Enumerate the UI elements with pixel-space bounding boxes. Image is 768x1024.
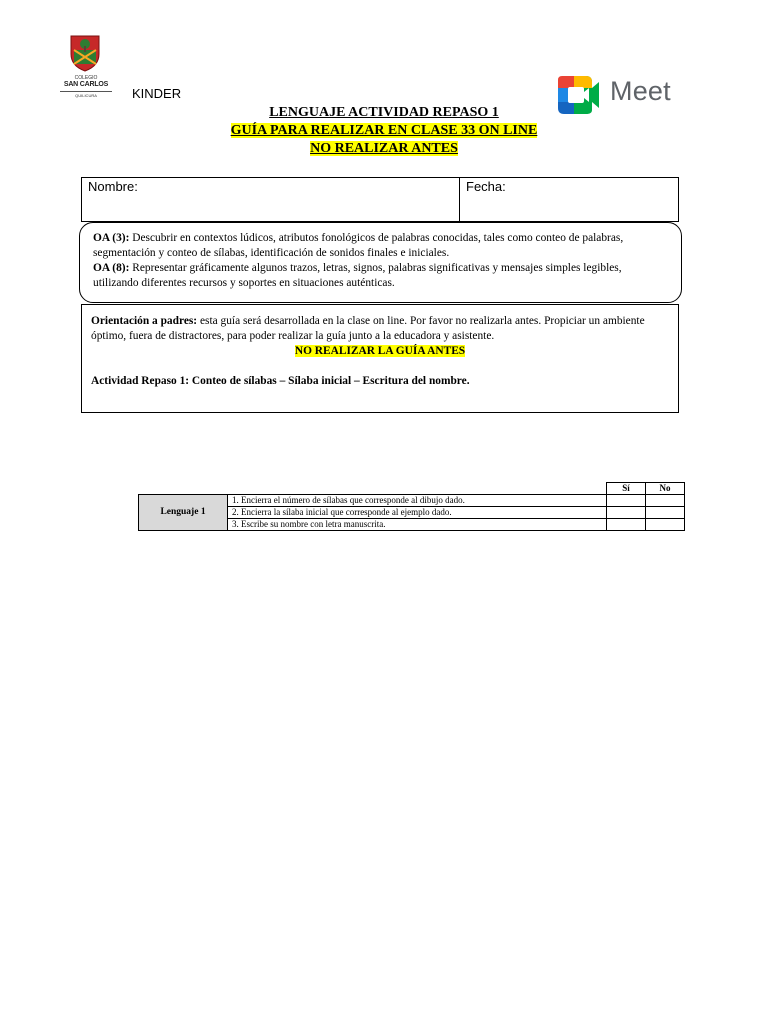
school-logo — [60, 34, 112, 104]
evaluation-table — [138, 482, 685, 531]
objective-text: Representar gráficamente algunos trazos, letras, signos, palabras significativas y mensajes simples legibles, utilizando diferentes recursos y soportes en situaciones auténticas. — [93, 262, 622, 289]
orientation-warning: NO REALIZAR LA GUÍA ANTES — [294, 345, 466, 357]
objective-item — [93, 231, 669, 261]
objective-code: OA (3): — [93, 232, 130, 244]
activity-description: Actividad Repaso 1: Conteo de sílabas – Sílaba inicial – Escritura del nombre. — [91, 375, 470, 387]
yes-check-cell[interactable] — [607, 519, 646, 531]
no-header: No — [646, 483, 685, 495]
table-header-row — [139, 483, 685, 495]
orientation-text: esta guía será desarrollada en la clase on line. Por favor no realizarla antes. Propiciar un ambiente óptimo, fuera de distractores, para poder realizar la guía junto a la educadora y asistente. — [91, 315, 645, 342]
student-info-box — [81, 177, 679, 222]
logo-line1: COLEGIO — [74, 75, 98, 81]
date-field[interactable] — [460, 178, 678, 221]
school-crest-icon — [69, 34, 101, 72]
table-row — [139, 495, 685, 507]
level-label: KINDER — [132, 86, 182, 101]
document-titles — [150, 104, 618, 158]
no-check-cell[interactable] — [646, 495, 685, 507]
orientation-label: Orientación a padres: — [91, 315, 198, 327]
yes-header: Sí — [607, 483, 646, 495]
no-check-cell[interactable] — [646, 507, 685, 519]
learning-objectives — [79, 222, 682, 303]
name-label: Nombre: — [88, 179, 138, 194]
criterion-cell: 2. Encierra la sílaba inicial que corresponde al ejemplo dado. — [228, 507, 607, 519]
title-line3: NO REALIZAR ANTES — [310, 141, 458, 156]
no-check-cell[interactable] — [646, 519, 685, 531]
logo-line3: QUILICURA — [60, 91, 112, 98]
yes-check-cell[interactable] — [607, 507, 646, 519]
section-label: Lenguaje 1 — [139, 495, 228, 531]
name-field[interactable] — [82, 178, 460, 221]
date-label: Fecha: — [466, 179, 506, 194]
title-line2: GUÍA PARA REALIZAR EN CLASE 33 ON LINE — [230, 123, 538, 138]
objective-item — [93, 261, 669, 291]
parent-orientation — [81, 304, 679, 413]
meet-label: Meet — [610, 76, 671, 106]
title-line1: LENGUAJE ACTIVIDAD REPASO 1 — [269, 105, 499, 120]
objective-text: Descubrir en contextos lúdicos, atributos fonológicos de palabras conocidas, tales como conteo de palabras, segmentación y conteo de sílabas, identificación de sonidos finales e iniciales. — [93, 232, 624, 259]
criterion-cell: 1. Encierra el número de sílabas que corresponde al dibujo dado. — [228, 495, 607, 507]
criterion-cell: 3. Escribe su nombre con letra manuscrita. — [228, 519, 607, 531]
logo-line2: SAN CARLOS — [63, 81, 109, 88]
objective-code: OA (8): — [93, 262, 130, 274]
yes-check-cell[interactable] — [607, 495, 646, 507]
